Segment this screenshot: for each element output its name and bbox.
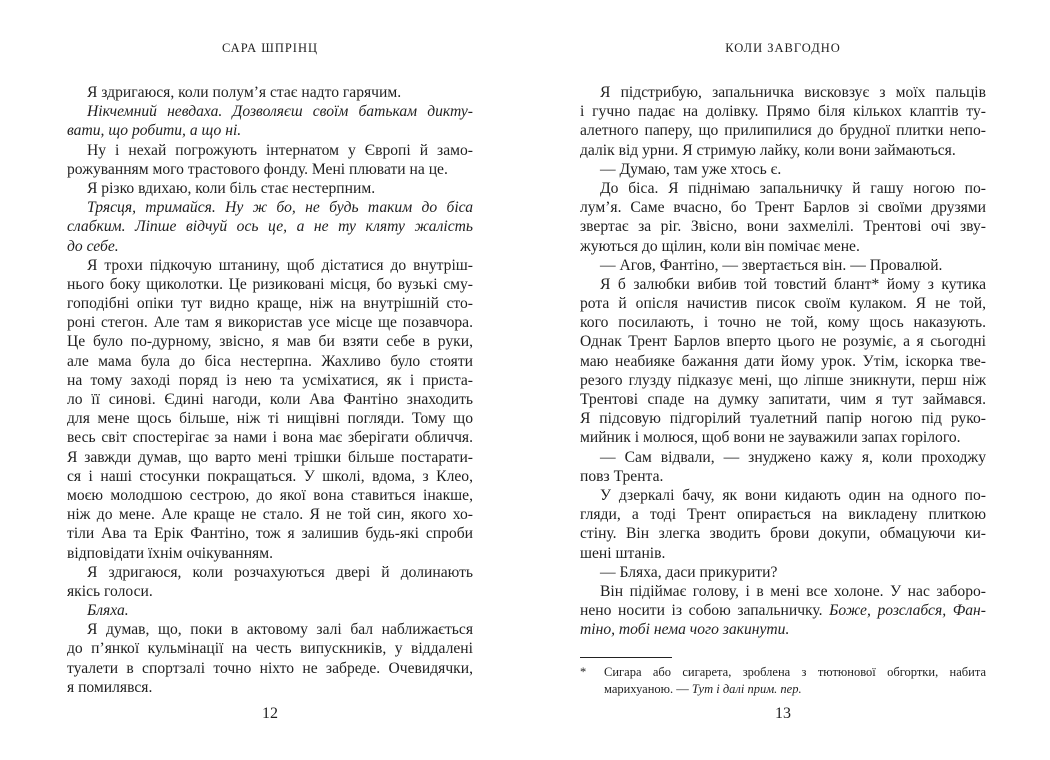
text-run: Я б залюбки вибив той товстий блант* йому з кутика	[600, 275, 986, 293]
text-line	[580, 620, 986, 639]
page-number: 13	[775, 705, 791, 722]
text-run: ся і наші стосунки покращаться. У школі, вдома, з Клео,	[67, 467, 473, 485]
text-run: далік від урни. Я стримую лайку, коли вони займаються.	[580, 141, 956, 159]
paragraph	[67, 179, 473, 198]
footnote-mark: *	[580, 665, 587, 679]
paragraph	[580, 179, 986, 256]
page-body	[580, 83, 986, 639]
text-run: моєю молодшою сестрою, до якої вона ставиться інакше,	[67, 486, 473, 504]
text-line	[580, 352, 986, 371]
text-line	[67, 659, 473, 678]
text-line	[67, 179, 473, 198]
text-run: нено носити із собою запальничку.	[580, 602, 830, 620]
text-run: Ну і нехай погрожують інтернатом у Європі й замо-	[87, 141, 473, 159]
italic-run: Бляха.	[87, 602, 129, 620]
text-run: лум’я. Саме вчасно, бо Трент Барлов зі своїми друзями	[580, 199, 986, 217]
text-line	[67, 448, 473, 467]
text-run: Я завжди думав, що варто мені трішки більше постарати-	[67, 448, 473, 466]
text-line	[67, 678, 473, 697]
text-line	[67, 352, 473, 371]
text-line	[67, 313, 473, 332]
paragraph	[67, 620, 473, 697]
text-run: марихуаною. —	[604, 682, 692, 696]
text-line	[67, 390, 473, 409]
footnote-divider	[580, 657, 672, 658]
text-run: Я здригаюся, коли полум’я стає надто гарячим.	[87, 84, 402, 101]
text-line	[580, 448, 986, 467]
text-run: мийник і молюся, щоб вони не зауважили запах горілого.	[580, 429, 961, 447]
paragraph	[580, 486, 986, 563]
paragraph	[67, 563, 473, 601]
paragraph	[67, 601, 473, 620]
paragraph	[67, 198, 473, 256]
text-run: рота й опісля начистив писок своїм кулаком. Я не той,	[580, 295, 986, 313]
text-run: Це було по-дурному, звісно, я мав би взяти себе в руки,	[67, 333, 473, 351]
text-run: відповідати їхнім очікуванням.	[67, 544, 273, 562]
text-line	[67, 198, 473, 217]
text-run: алетного паперу, що прилипилися до брудної плитки непо-	[580, 122, 986, 140]
paragraph	[580, 582, 986, 640]
text-run: маю неабияке бажання дати йому урок. Утім, іскорка тве-	[580, 352, 986, 370]
text-run: на тому заході поряд із нею та усміхатися, як і приста-	[67, 371, 473, 389]
text-line	[67, 102, 473, 121]
text-line	[67, 582, 473, 601]
italic-run: Трясця, тримайся. Ну ж бо, не будь таким до біса	[87, 199, 473, 217]
text-run: Я трохи підкочую штанину, щоб дістатися до внутріш-	[87, 256, 473, 274]
text-run: — Агов, Фантіно, — звертається він. — Провалюй.	[600, 256, 943, 274]
text-run: ніж до мене. Але краще не стало. Я не той син, якого хо-	[67, 506, 473, 524]
text-line	[67, 237, 473, 256]
text-line	[604, 664, 986, 681]
paragraph	[67, 83, 473, 102]
italic-run: Тут і далі прим. пер.	[691, 682, 802, 696]
footnote	[580, 664, 986, 698]
text-run: Я здригаюся, коли розчахуються двері й долинають	[87, 563, 473, 581]
running-header: САРА ШПРІНЦ	[221, 41, 319, 55]
text-run: повз Трента.	[580, 467, 664, 485]
text-run: До біса. Я піднімаю запальничку й гашу ногою по-	[600, 179, 986, 197]
text-line	[580, 141, 986, 160]
text-line	[580, 102, 986, 121]
paragraph	[580, 448, 986, 486]
right-page	[580, 0, 986, 760]
text-line	[67, 639, 473, 658]
italic-run: вати, що робити, а що ні.	[67, 122, 242, 140]
text-line	[67, 620, 473, 639]
text-line	[67, 524, 473, 543]
text-run: але мама була до біса нестерпна. Жахливо було стояти	[67, 352, 473, 370]
text-run: кого посилають, і точно не той, кому щось наказують.	[580, 314, 986, 332]
page-number: 12	[262, 705, 278, 722]
text-run: тіли Ава та Ерік Фантіно, тож я залишив будь-які спроби	[67, 525, 473, 543]
text-line	[67, 256, 473, 275]
text-line	[580, 332, 986, 351]
text-line	[67, 371, 473, 390]
paragraph	[67, 141, 473, 179]
text-line	[580, 467, 986, 486]
text-line	[580, 409, 986, 428]
paragraph	[67, 256, 473, 563]
text-line	[580, 217, 986, 236]
text-run: — Думаю, там уже хтось є.	[600, 160, 782, 178]
paragraph	[580, 83, 986, 160]
text-line	[580, 294, 986, 313]
text-line	[580, 601, 986, 620]
text-line	[580, 313, 986, 332]
text-run: Я підсовую підгорілий туалетний папір ногою під руко-	[580, 410, 986, 428]
text-run: Сигара або сигарета, зроблена з тютюнової обгортки, набита	[604, 665, 986, 679]
text-run: стіну. Він злегка зводить брови докупи, обмацуючи ки-	[580, 525, 986, 543]
text-line	[580, 256, 986, 275]
text-line	[580, 371, 986, 390]
text-line	[580, 237, 986, 256]
footnote-text	[604, 664, 986, 698]
text-run: і гучно падає на долівку. Прямо біля кількох клаптів ту-	[580, 103, 986, 121]
text-line	[580, 563, 986, 582]
text-line	[67, 505, 473, 524]
text-run: Трентові спаде на думку запитати, чим я тут займався.	[580, 391, 986, 408]
left-page	[67, 0, 473, 760]
italic-run: Нікчемний невдаха. Дозволяєш своїм батькам дикту-	[87, 103, 473, 121]
text-run: Він підіймає голову, і в мені все холоне. У нас заборо-	[600, 582, 986, 600]
text-line	[67, 601, 473, 620]
text-run: звертає за ріг. Звісно, вони захмелілі. Трентові очі зву-	[580, 218, 986, 236]
text-run: Я підстрибую, запальничка висковзує з моїх пальців	[600, 84, 986, 101]
text-run: якісь голоси.	[67, 582, 153, 600]
text-run: рожуванням мого трастового фонду. Мені плювати на це.	[67, 160, 448, 178]
text-run: У дзеркалі бачу, як вони кидають один на одного по-	[600, 486, 986, 504]
text-line	[67, 544, 473, 563]
paragraph	[580, 256, 986, 275]
paragraph	[67, 102, 473, 140]
text-line	[67, 160, 473, 179]
paragraph	[580, 563, 986, 582]
text-run: Я думав, що, поки в актовому залі бал наближається	[87, 621, 473, 639]
text-line	[580, 198, 986, 217]
text-line	[580, 524, 986, 543]
text-line	[604, 681, 986, 698]
text-run: для мене щось більше, ніж ті нищівні погляди. Тому що	[67, 410, 473, 428]
text-run: шені штанів.	[580, 544, 666, 562]
text-run: — Сам відвали, — знуджено кажу я, коли проходжу	[600, 448, 986, 466]
text-line	[67, 467, 473, 486]
text-line	[67, 486, 473, 505]
text-line	[67, 217, 473, 236]
text-run: туалети в спортзалі точно ніхто не забреде. Очевидячки,	[67, 659, 473, 677]
text-line	[580, 121, 986, 140]
text-run: Я різко вдихаю, коли біль стає нестерпним.	[87, 179, 376, 197]
page-body	[67, 83, 473, 697]
text-line	[67, 332, 473, 351]
italic-run: до себе.	[67, 237, 119, 255]
text-run: жуються до щілин, коли він помічає мене.	[580, 237, 860, 255]
text-run: я помилявся.	[67, 678, 153, 696]
text-line	[580, 160, 986, 179]
text-run: — Бляха, даси прикурити?	[600, 563, 778, 581]
text-run: гляди, а тоді Трент опирається на викладену плиткою	[580, 506, 986, 524]
text-line	[580, 544, 986, 563]
text-line	[67, 409, 473, 428]
text-run: Однак Трент Барлов вперто цього не розуміє, а я сьогодні	[580, 333, 986, 351]
text-line	[67, 275, 473, 294]
text-line	[580, 390, 986, 409]
text-run: роні стегон. Але там я використав усе місце ще позавчора.	[67, 314, 473, 332]
text-line	[580, 83, 986, 102]
text-line	[580, 428, 986, 447]
text-line	[67, 83, 473, 102]
text-run: ло її синові. Єдині нагоди, коли Ава Фантіно знаходить	[67, 391, 473, 408]
text-line	[580, 275, 986, 294]
running-header: КОЛИ ЗАВГОДНО	[725, 41, 841, 55]
italic-run: слабким. Ліпше відчуй ось це, а не ту кляту жалість	[67, 218, 473, 236]
paragraph	[580, 275, 986, 448]
text-run: весь світ спостерігає за нами і вона має зберігати обличчя.	[67, 429, 473, 447]
text-line	[67, 121, 473, 140]
italic-run: Боже, розслабся, Фан-	[829, 602, 986, 620]
text-run: резого глузду підказує мені, що ліпше зникнути, перш ніж	[580, 371, 986, 389]
text-run: нього боку щиколотки. Це ризиковані місця, бо вузькі сму-	[67, 275, 473, 293]
paragraph	[580, 160, 986, 179]
text-line	[67, 141, 473, 160]
text-line	[580, 505, 986, 524]
text-line	[67, 294, 473, 313]
text-line	[67, 428, 473, 447]
text-line	[580, 486, 986, 505]
text-run: до п’янкої кульмінації на честь випускників, у віддалені	[67, 640, 473, 658]
text-line	[67, 563, 473, 582]
text-line	[580, 179, 986, 198]
text-run: гоподібні опіки тут видно краще, ніж на внутрішній сто-	[67, 295, 473, 313]
italic-run: тіно, тобі нема чого закинути.	[580, 621, 790, 639]
text-line	[580, 582, 986, 601]
